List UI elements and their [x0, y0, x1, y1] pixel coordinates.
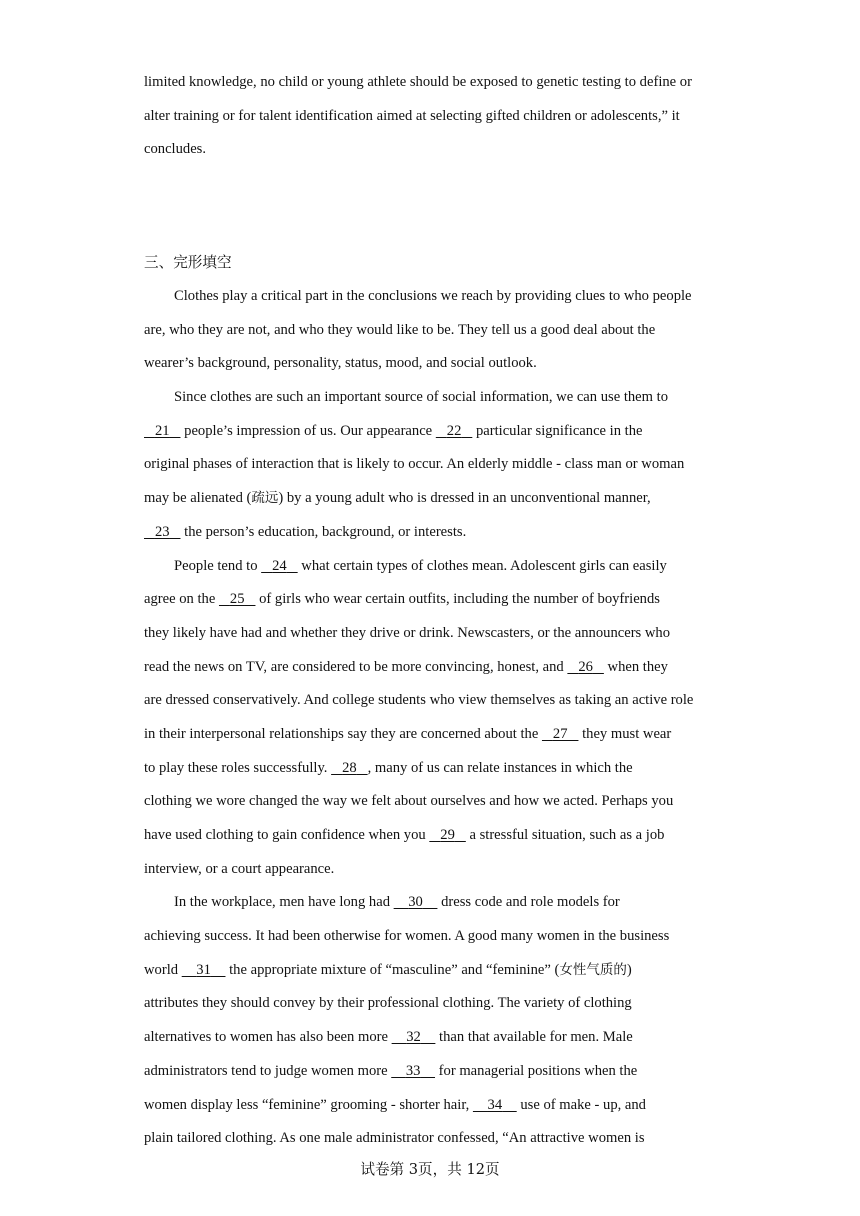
text-line: alter training or for talent identification aimed at selecting gifted children or adolescents,” it [144, 107, 680, 124]
text-line: read the news on TV, are considered to be more convincing, honest, and 26 when they [144, 658, 668, 675]
blank-25[interactable]: 25 [229, 591, 245, 608]
blank-31[interactable]: 31 [196, 961, 211, 978]
blank-27[interactable]: 27 [552, 725, 568, 742]
text-line: Clothes play a critical part in the conclusions we reach by providing clues to who people [174, 288, 692, 304]
text-line: attributes they should convey by their professional clothing. The variety of clothing [144, 995, 632, 1012]
text-line: women display less “feminine” grooming - shorter hair, 34 use of make - up, and [144, 1096, 646, 1113]
text-line: interview, or a court appearance. [144, 860, 335, 877]
blank-28[interactable]: 28 [342, 759, 357, 776]
text-line: they likely have had and whether they drive or drink. Newscasters, or the announcers who [144, 624, 671, 641]
text-line: plain tailored clothing. As one male administrator confessed, “An attractive women is [144, 1130, 645, 1147]
text-line: Since clothes are such an important source of social information, we can use them to [174, 389, 669, 406]
blank-33[interactable]: 33 [405, 1062, 421, 1079]
blank-26[interactable]: 26 [578, 658, 593, 675]
text-line: clothing we wore changed the way we felt about ourselves and how we acted. Perhaps you [144, 793, 674, 810]
blank-29[interactable]: 29 [440, 827, 455, 843]
text-line: are dressed conservatively. And college students who view themselves as taking an active role [144, 692, 694, 709]
text-line: have used clothing to gain confidence when you 29 a stressful situation, such as a job [144, 827, 665, 843]
text-line: are, who they are not, and who they would like to be. They tell us a good deal about the [144, 321, 656, 338]
text-line: 21 people’s impression of us. Our appearance 22 particular significance in the [144, 415, 718, 449]
blank-32[interactable]: 32 [406, 1029, 421, 1046]
section-heading: 三、完形填空 [144, 254, 232, 271]
text-line: In the workplace, men have long had 30 dress code and role models for [174, 894, 620, 911]
text-line: to play these roles successfully. 28 , many of us can relate instances in which the [144, 759, 633, 776]
blank-23[interactable]: 23 [154, 523, 170, 540]
blank-24[interactable]: 24 [272, 557, 287, 574]
text-line: concludes. [144, 141, 207, 158]
cloze-passage [144, 280, 718, 1156]
text-line: alternatives to women has also been more 32 than that available for men. Male [144, 1029, 633, 1046]
text-line: People tend to 24 what certain types of clothes mean. Adolescent girls can easily [174, 557, 667, 574]
page-footer: 试卷第 3页，共 12页 [360, 1161, 500, 1178]
text-line: wearer’s background, personality, status, mood, and social outlook. [144, 355, 537, 372]
text-line: world 31 the appropriate mixture of “masculine” and “feminine” (女性气质的) [144, 961, 632, 978]
text-line: may be alienated (疏远) by a young adult who is dressed in an unconventional manner, [144, 490, 651, 507]
blank-30[interactable]: 30 [408, 894, 423, 911]
text-line: limited knowledge, no child or young athlete should be exposed to genetic testing to define or [144, 74, 692, 90]
blank-34[interactable]: 34 [487, 1096, 503, 1113]
text-line: agree on the 25 of girls who wear certain outfits, including the number of boyfriends [144, 591, 660, 608]
text-line: 23 the person’s education, background, or interests. [144, 516, 718, 550]
blank-21[interactable]: 21 [154, 422, 170, 439]
blank-22[interactable]: 22 [446, 422, 462, 439]
text-line: administrators tend to judge women more 33 for managerial positions when the [144, 1062, 638, 1079]
intro-paragraph [144, 66, 718, 167]
text-line: original phases of interaction that is likely to occur. An elderly middle - class man or woman [144, 456, 685, 473]
text-line: achieving success. It had been otherwise for women. A good many women in the business [144, 928, 670, 945]
text-line: in their interpersonal relationships say they are concerned about the 27 they must wear [144, 725, 672, 742]
